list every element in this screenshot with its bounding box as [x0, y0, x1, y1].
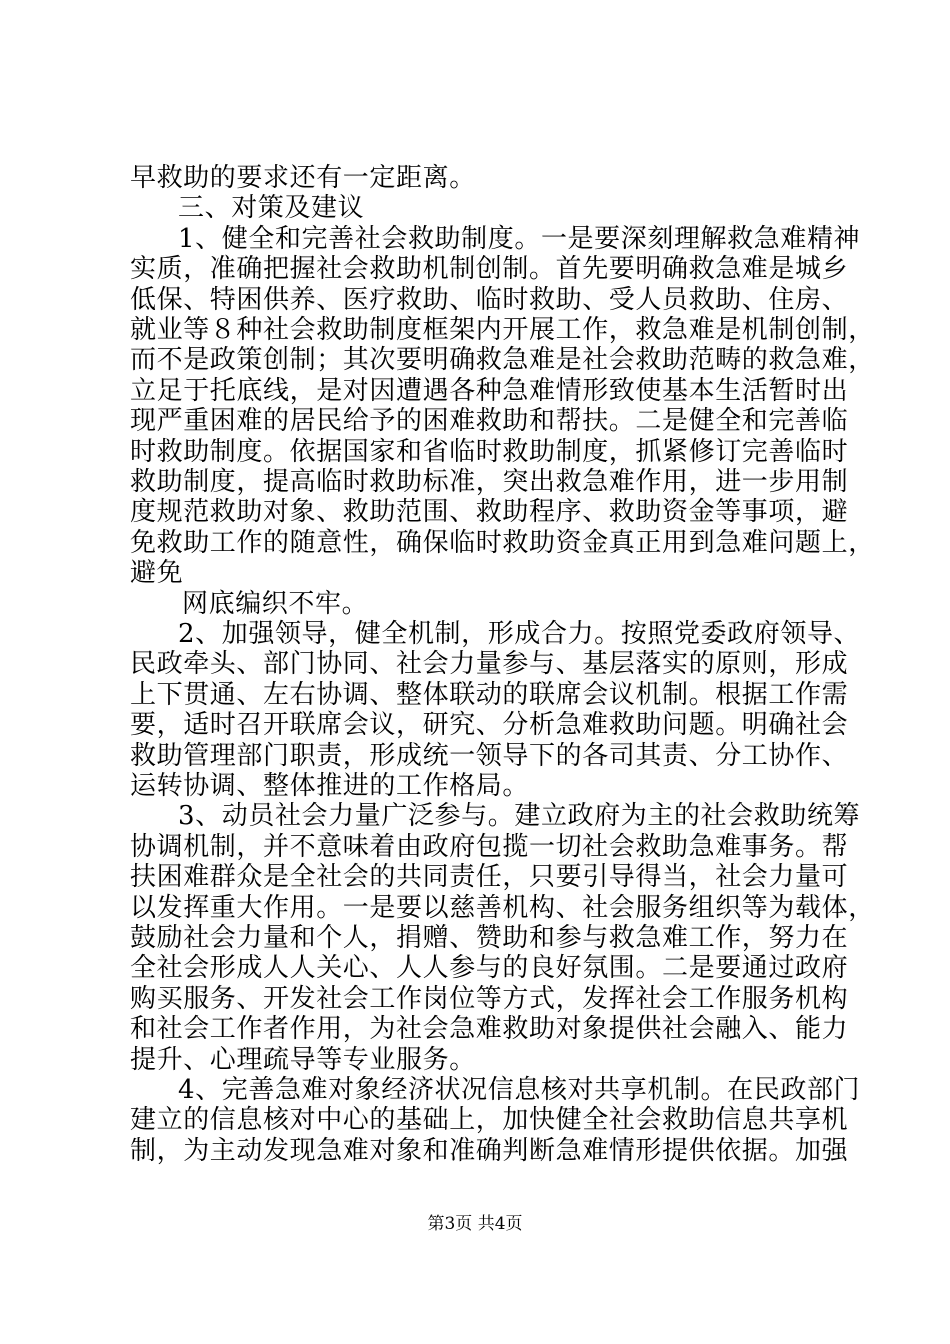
text-line: 度规范救助对象、救助范围、救助程序、救助资金等事项，避 — [130, 497, 849, 528]
text-line: 网底编织不牢。 — [182, 588, 369, 619]
text-line: 鼓励社会力量和个人，捐赠、赞助和参与救急难工作，努力在 — [130, 923, 849, 953]
text-line: 免救助工作的随意性，确保临时救助资金真正用到急难问题上， — [130, 527, 875, 558]
text-line: 以发挥重大作用。一是要以慈善机构、社会服务组织等为载体， — [130, 892, 875, 923]
text-line: 1、健全和完善社会救助制度。一是要深刻理解救急难精神 — [178, 223, 861, 254]
text-line: 和社会工作者作用，为社会急难救助对象提供社会融入、能力 — [130, 1014, 849, 1045]
text-line: 提升、心理疏导等专业服务。 — [130, 1044, 476, 1075]
text-line: 上下贯通、左右协调、整体联动的联席会议机制。根据工作需 — [130, 679, 849, 710]
text-line: 立足于托底线，是对因遭遇各种急难情形致使基本生活暂时出 — [130, 375, 849, 406]
text-line: 低保、特困供养、医疗救助、临时救助、受人员救助、住房、 — [130, 284, 849, 315]
text-line: 3、动员社会力量广泛参与。建立政府为主的社会救助统筹 — [178, 801, 861, 832]
text-line: 建立的信息核对中心的基础上，加快健全社会救助信息共享机 — [130, 1105, 849, 1136]
text-line: 时救助制度。依据国家和省临时救助制度，抓紧修订完善临时 — [130, 436, 849, 467]
text-line: 而不是政策创制；其次要明确救急难是社会救助范畴的救急难， — [130, 345, 875, 376]
text-line: 民政牵头、部门协同、社会力量参与、基层落实的原则，形成 — [130, 649, 849, 680]
section-heading: 三、对策及建议 — [178, 193, 365, 224]
text-line: 协调机制，并不意味着由政府包揽一切社会救助急难事务。帮 — [130, 831, 849, 862]
text-line: 现严重困难的居民给予的困难救助和帮扶。二是健全和完善临 — [130, 406, 849, 437]
text-line: 就业等８种社会救助制度框架内开展工作，救急难是机制创制， — [130, 315, 875, 345]
text-line: 全社会形成人人关心、人人参与的良好氛围。二是要通过政府 — [130, 953, 849, 984]
text-line: 早救助的要求还有一定距离。 — [130, 163, 476, 193]
text-line: 购买服务、开发社会工作岗位等方式，发挥社会工作服务机构 — [130, 983, 849, 1014]
text-line: 运转协调、整体推进的工作格局。 — [130, 771, 530, 801]
text-line: 扶困难群众是全社会的共同责任，只要引导得当，社会力量可 — [130, 862, 849, 893]
text-line: 制，为主动发现急难对象和准确判断急难情形提供依据。加强 — [130, 1135, 849, 1166]
text-line: 救助管理部门职责，形成统一领导下的各司其责、分工协作、 — [130, 740, 849, 771]
text-line: 要，适时召开联席会议，研究、分析急难救助问题。明确社会 — [130, 710, 849, 741]
page-footer: 第3页 共4页 — [427, 1214, 523, 1234]
text-line: 避免 — [130, 558, 184, 589]
text-line: 救助制度，提高临时救助标准，突出救急难作用，进一步用制 — [130, 467, 849, 497]
text-line: 4、完善急难对象经济状况信息核对共享机制。在民政部门 — [178, 1075, 861, 1105]
text-line: 实质，准确把握社会救助机制创制。首先要明确救急难是城乡 — [130, 254, 849, 285]
text-line: 2、加强领导，健全机制，形成合力。按照党委政府领导、 — [178, 619, 861, 649]
